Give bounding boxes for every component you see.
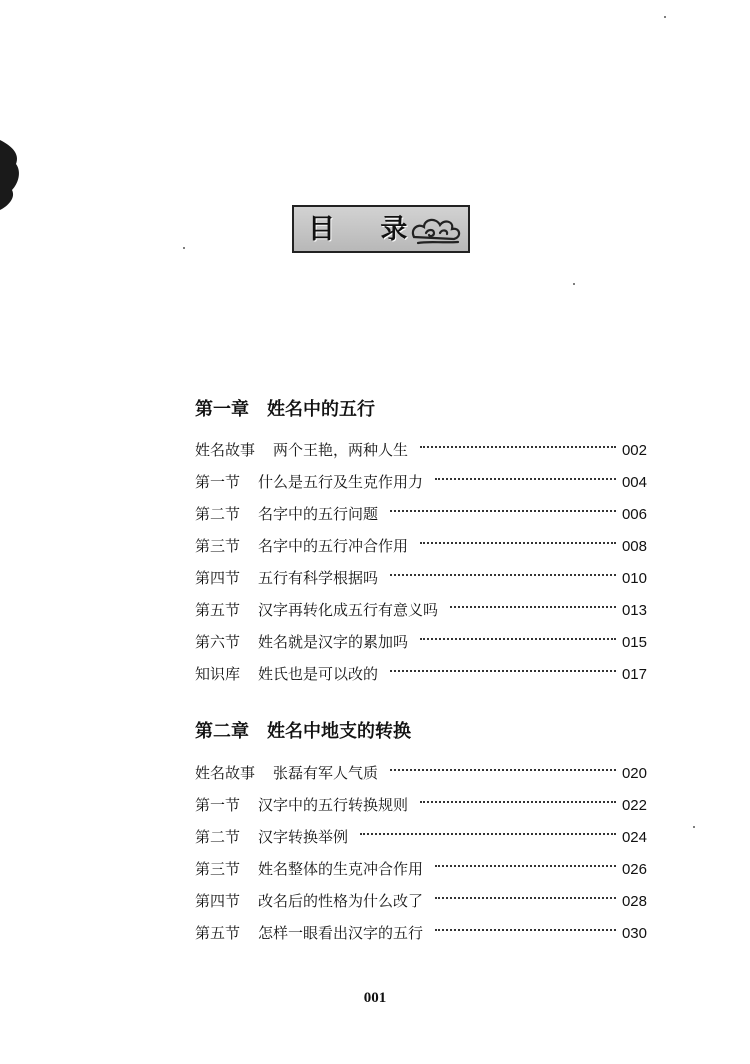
toc-entry-label: 第六节 xyxy=(195,633,241,651)
toc-entry-label: 第一节 xyxy=(195,796,241,814)
toc-entry-title: 汉字再转化成五行有意义吗 xyxy=(258,601,439,619)
toc-entry-title: 姓氏也是可以改的 xyxy=(258,665,379,683)
toc-entry[interactable] xyxy=(195,752,647,782)
dot-leader xyxy=(435,841,616,867)
toc-title-banner xyxy=(292,205,470,253)
chapter-heading: 第一章 姓名中的五行 xyxy=(195,399,375,420)
dot-leader xyxy=(450,582,616,608)
toc-entry-title: 姓名就是汉字的累加吗 xyxy=(258,633,409,651)
toc-entry-label: 第一节 xyxy=(195,473,241,491)
toc-entry[interactable] xyxy=(195,525,647,555)
scan-speck xyxy=(573,283,575,285)
toc-entry-label: 知识库 xyxy=(195,665,241,683)
toc-entry[interactable] xyxy=(195,880,647,910)
toc-entry-title: 名字中的五行冲合作用 xyxy=(258,537,409,555)
toc-entry-page: 030 xyxy=(621,925,647,942)
dot-leader xyxy=(435,905,616,931)
toc-entry-title: 改名后的性格为什么改了 xyxy=(258,892,424,910)
toc-entry-label: 第二节 xyxy=(195,505,241,523)
toc-entry-title: 怎样一眼看出汉字的五行 xyxy=(258,924,424,942)
toc-entry-page: 013 xyxy=(621,602,647,619)
toc-entry-page: 020 xyxy=(621,765,647,782)
toc-entry-label: 姓名故事 xyxy=(195,441,256,459)
toc-entry-label: 姓名故事 xyxy=(195,764,256,782)
toc-entry-title: 五行有科学根据吗 xyxy=(258,569,379,587)
toc-entry-label: 第四节 xyxy=(195,892,241,910)
toc-entry-title: 两个王艳，两种人生 xyxy=(273,441,409,459)
toc-entry-page: 006 xyxy=(621,506,647,523)
dot-leader xyxy=(420,518,616,544)
toc-entry[interactable] xyxy=(195,816,647,846)
toc-entry-page: 024 xyxy=(621,829,647,846)
toc-entry-title: 什么是五行及生克作用力 xyxy=(258,473,424,491)
toc-entry-page: 010 xyxy=(621,570,647,587)
toc-entry-page: 008 xyxy=(621,538,647,555)
toc-entry-label: 第二节 xyxy=(195,828,241,846)
toc-entry-page: 028 xyxy=(621,893,647,910)
toc-entry[interactable] xyxy=(195,461,647,491)
toc-entry-page: 026 xyxy=(621,861,647,878)
toc-entry-page: 004 xyxy=(621,474,647,491)
dot-leader xyxy=(420,614,616,640)
dot-leader xyxy=(435,454,616,480)
scan-speck xyxy=(664,16,666,18)
toc-entry-label: 第五节 xyxy=(195,924,241,942)
toc-entry-page: 022 xyxy=(621,797,647,814)
dot-leader xyxy=(390,550,616,576)
toc-entry[interactable] xyxy=(195,912,647,942)
toc-entry-title: 名字中的五行问题 xyxy=(258,505,379,523)
toc-entry[interactable] xyxy=(195,557,647,587)
toc-entry[interactable] xyxy=(195,621,647,651)
toc-entry-label: 第四节 xyxy=(195,569,241,587)
toc-entry-title: 姓名整体的生克冲合作用 xyxy=(258,860,424,878)
toc-entry[interactable] xyxy=(195,653,647,683)
dot-leader xyxy=(420,422,616,448)
toc-entry-page: 002 xyxy=(621,442,647,459)
toc-entry[interactable] xyxy=(195,493,647,523)
page-number: 001 xyxy=(363,990,387,1006)
toc-entry-label: 第三节 xyxy=(195,860,241,878)
scan-speck xyxy=(183,247,185,249)
toc-entry-title: 汉字转换举例 xyxy=(258,828,349,846)
toc-entry-label: 第三节 xyxy=(195,537,241,555)
toc-entry-title: 张磊有军人气质 xyxy=(273,764,379,782)
dot-leader xyxy=(360,809,616,835)
dot-leader xyxy=(390,486,616,512)
scan-speck xyxy=(693,826,695,828)
dot-leader xyxy=(390,745,616,771)
toc-entry-page: 017 xyxy=(621,666,647,683)
dot-leader xyxy=(435,873,616,899)
toc-entry[interactable] xyxy=(195,589,647,619)
toc-entry-label: 第五节 xyxy=(195,601,241,619)
toc-entry-title: 汉字中的五行转换规则 xyxy=(258,796,409,814)
scan-edge-mark xyxy=(0,140,22,210)
toc-entry[interactable] xyxy=(195,429,647,459)
toc-entry[interactable] xyxy=(195,848,647,878)
toc-entry[interactable] xyxy=(195,784,647,814)
dot-leader xyxy=(420,777,616,803)
cloud-icon xyxy=(408,213,464,247)
toc-title: 目 录 xyxy=(308,214,426,245)
chapter-heading: 第二章 姓名中地支的转换 xyxy=(195,721,411,742)
dot-leader xyxy=(390,646,616,672)
toc-entry-page: 015 xyxy=(621,634,647,651)
